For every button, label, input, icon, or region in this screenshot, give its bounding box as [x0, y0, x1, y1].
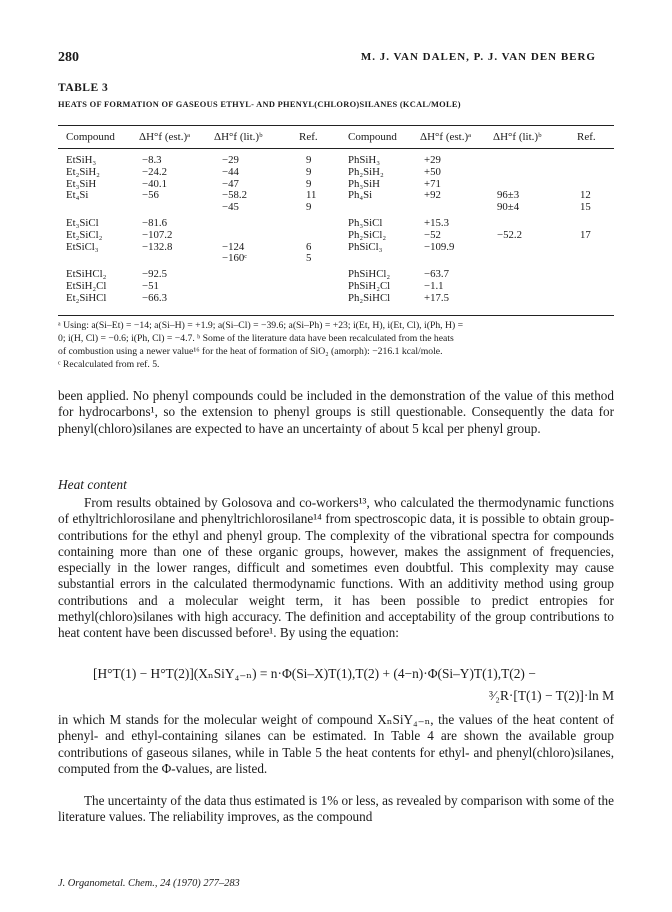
table-cell: 9 — [306, 177, 312, 190]
table-caption: HEATS OF FORMATION OF GASEOUS ETHYL- AND PHENYL(CHLORO)SILANES (KCAL/MOLE) — [58, 100, 461, 109]
table-header-rule — [58, 148, 614, 149]
table-cell: 90±4 — [497, 201, 520, 214]
table-cell: −92.5 — [142, 268, 167, 280]
table-cell: −52 — [424, 228, 441, 241]
table-cell: 15 — [580, 201, 591, 214]
table-cell: −58.2 — [222, 189, 247, 202]
table-cell-compound: Et₂SiCl₂ — [66, 228, 103, 241]
column-header: ΔH°f (est.)ᵃ — [420, 131, 472, 143]
column-header: Compound — [348, 131, 397, 143]
table-cell-compound: Et₂SiH₂ — [66, 165, 100, 178]
table-cell-compound: Ph₃SiH — [348, 177, 380, 190]
table-cell: −29 — [222, 154, 239, 166]
page-number: 280 — [58, 50, 79, 65]
table-cell: +50 — [424, 165, 441, 178]
journal-citation: J. Organometal. Chem., 24 (1970) 277–283 — [58, 878, 240, 889]
table-cell: 17 — [580, 228, 591, 241]
table-cell: −8.3 — [142, 154, 162, 166]
footnote-a-line3: of combustion using a newer value¹⁶ for the heat of formation of SiO₂ (amorph): −216.1 kcal/mole. — [58, 346, 443, 357]
table-cell-compound: EtSiH₂Cl — [66, 279, 107, 292]
table-cell: −40.1 — [142, 177, 167, 190]
table-label: TABLE 3 — [58, 82, 109, 94]
table-cell: +92 — [424, 189, 441, 202]
table-cell: −109.9 — [424, 240, 455, 253]
table-cell-compound: Et₂SiHCl — [66, 291, 107, 304]
table-cell: 9 — [306, 154, 312, 166]
footnote-a-line2: 0; i(H, Cl) = −0.6; i(Ph, Cl) = −4.7. ᵇ Some of the literature data have been recalculated from the heats — [58, 333, 454, 344]
footnote-a-line1: ᵃ Using: a(Si–Et) = −14; a(Si–H) = +1.9; a(Si–Cl) = −39.6; a(Si–Ph) = +23; i(Et, H), i(Et, Cl), i(Ph, H) = — [58, 320, 464, 331]
paragraph-equation-explanation: in which M stands for the molecular weight of compound XₙSiY₄₋ₙ, the values of the heat content of phenyl- and ethyl-containing silanes can be estimated. In Table 4 are shown the available group contributions of gaseous silanes, while in Table 5 the heat contents for ethyl- and phenyl(chloro)silanes, computed from the Φ-values, are listed. — [58, 712, 614, 776]
table-cell: −24.2 — [142, 165, 167, 178]
paragraph-heat-content: From results obtained by Golosova and co-workers¹³, who calculated the thermodynamic functions of ethyltrichlorosilane and phenyltrichlorosilane¹⁴ from spectroscopic data, it is possible to obtain group-contributions for the ethyl and phenyl group. The complexity of the vibrational spectra for compounds containing more than one of these organic groups, however, makes the assignment of frequencies, especially in the lower ranges, difficult and sometimes even doubtful. This complexity may cause substantial errors in the calculated thermodynamic functions. With an additivity method using group contributions and a molecular weight term, it has been possible to predict entropies for methyl(chloro)silanes with high accuracy. The definition and acceptability of the group contributions to heat content have been discussed before¹. By using the equation: — [58, 495, 614, 641]
table-cell: −44 — [222, 165, 239, 178]
table-cell: 5 — [306, 252, 312, 265]
table-cell: 96±3 — [497, 189, 520, 202]
table-cell: −124 — [222, 240, 245, 253]
table-cell: +17.5 — [424, 291, 449, 304]
table-cell: −51 — [142, 279, 159, 292]
table-cell-compound: Ph₃SiCl — [348, 217, 383, 229]
column-header: ΔH°f (est.)ᵃ — [139, 131, 191, 143]
column-header: ΔH°f (lit.)ᵇ — [493, 131, 542, 143]
table-cell: −63.7 — [424, 268, 449, 280]
table-cell: −160ᶜ — [222, 252, 248, 265]
table-cell-compound: PhSiHCl₂ — [348, 268, 391, 280]
table-cell: 9 — [306, 165, 312, 178]
table-bottom-rule — [58, 315, 614, 316]
table-cell-compound: Ph₂SiH₂ — [348, 165, 384, 178]
table-cell: 11 — [306, 189, 317, 202]
table-cell: −66.3 — [142, 291, 167, 304]
table-cell: +15.3 — [424, 217, 449, 229]
table-cell: −132.8 — [142, 240, 173, 253]
table-cell: −47 — [222, 177, 239, 190]
table-cell-compound: Et₄Si — [66, 189, 89, 202]
table-cell: −81.6 — [142, 217, 167, 229]
table-cell: −52.2 — [497, 228, 522, 241]
table-cell: −45 — [222, 201, 239, 214]
footnote-c: ᶜ Recalculated from ref. 5. — [58, 359, 160, 370]
table-cell: +71 — [424, 177, 441, 190]
table-cell: −107.2 — [142, 228, 173, 241]
column-header: Ref. — [577, 131, 596, 143]
table-cell: 6 — [306, 240, 312, 253]
table-cell: −56 — [142, 189, 159, 202]
table-cell: −1.1 — [424, 279, 444, 292]
section-title-heat-content: Heat content — [58, 477, 127, 492]
table-cell: 12 — [580, 189, 591, 202]
table-cell-compound: EtSiCl₃ — [66, 240, 99, 253]
table-cell-compound: Ph₂SiHCl — [348, 291, 391, 304]
table-cell-compound: EtSiHCl₂ — [66, 268, 107, 280]
table-cell-compound: PhSiH₂Cl — [348, 279, 391, 292]
table-cell-compound: EtSiH₃ — [66, 154, 97, 166]
table-cell-compound: PhSiCl₃ — [348, 240, 383, 253]
running-head-authors: M. J. VAN DALEN, P. J. VAN DEN BERG — [360, 51, 596, 63]
equation-line-2: ³⁄₂R·[T(1) − T(2)]·ln M — [489, 688, 614, 703]
column-header: Compound — [66, 131, 115, 143]
table-cell-compound: Ph₄Si — [348, 189, 373, 202]
table-cell: +29 — [424, 154, 441, 166]
equation-line-1: [H°T(1) − H°T(2)](XₙSiY₄₋ₙ) = n·Φ(Si–X)T(1),T(2) + (4−n)·Φ(Si–Y)T(1),T(2) − — [93, 666, 536, 681]
column-header: ΔH°f (lit.)ᵇ — [214, 131, 263, 143]
table-top-rule — [58, 125, 614, 126]
table-cell-compound: Et₃SiH — [66, 177, 97, 190]
column-header: Ref. — [299, 131, 318, 143]
table-cell-compound: Et₃SiCl — [66, 217, 99, 229]
table-cell-compound: PhSiH₃ — [348, 154, 380, 166]
paragraph-uncertainty: The uncertainty of the data thus estimated is 1% or less, as revealed by comparison with some of the literature values. The reliability improves, as the compound — [58, 793, 614, 825]
table-cell-compound: Ph₂SiCl₂ — [348, 228, 387, 241]
paragraph-intro: been applied. No phenyl compounds could be included in the demonstration of the value of this method for hydrocarbons¹, so the extension to phenyl groups is still questionable. Consequently the data for phenyl(chloro)silanes are expected to have an uncertainty of about 5 kcal per phenyl group. — [58, 388, 614, 436]
table-cell: 9 — [306, 201, 312, 214]
